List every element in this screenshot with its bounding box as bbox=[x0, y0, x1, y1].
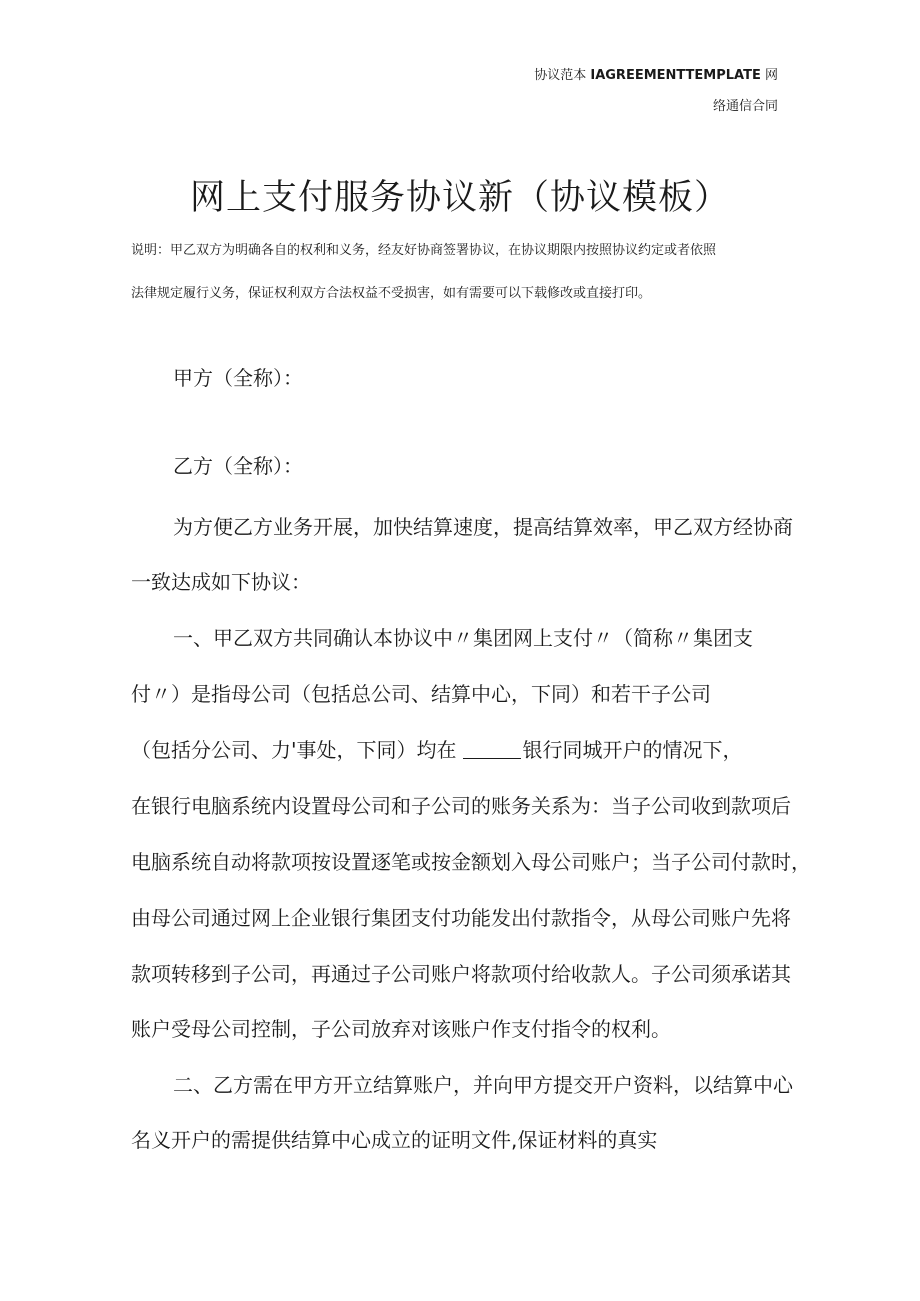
clause1-line-8: 账户受母公司控制，子公司放弃对该账户作支付指令的权利。 bbox=[131, 1017, 671, 1041]
note-line-1: 说明：甲乙双方为明确各自的权利和义务，经友好协商签署协议，在协议期限内按照协议约定或者依照 bbox=[131, 243, 717, 258]
intro-line-2: 一致达成如下协议： bbox=[131, 570, 311, 594]
clause1-line-6: 由母公司通过网上企业银行集团支付功能发出付款指令，从母公司账户先将 bbox=[131, 906, 791, 930]
intro-line-1: 为方便乙方业务开展，加快结算速度，提高结算效率，甲乙双方经协商 bbox=[173, 515, 793, 539]
header-suffix: 网 bbox=[760, 68, 778, 83]
header-prefix: 协议范本 bbox=[534, 68, 591, 83]
party-b-label: 乙方（全称）： bbox=[173, 454, 303, 478]
clause1-line-2: 付〃）是指母公司（包括总公司、结算中心，下同）和若干子公司 bbox=[131, 682, 711, 706]
clause1-line-1: 一、甲乙双方共同确认本协议中〃集团网上支付〃（简称〃集团支 bbox=[173, 626, 753, 650]
bank-name-blank[interactable] bbox=[463, 740, 521, 759]
page-title: 网上支付服务协议新（协议模板） bbox=[189, 178, 730, 218]
header-line-1 bbox=[534, 68, 778, 84]
clause1-line-3-post: 银行同城开户的情况下， bbox=[522, 738, 743, 762]
header-bold-text: IAGREEMENTTEMPLATE bbox=[590, 68, 761, 83]
clause1-line-3 bbox=[131, 736, 743, 764]
clause1-line-4: 在银行电脑系统内设置母公司和子公司的账务关系为：当子公司收到款项后 bbox=[131, 794, 791, 818]
clause2-line-1: 二、乙方需在甲方开立结算账户，并向甲方提交开户资料，以结算中心 bbox=[173, 1073, 793, 1097]
clause1-line-7: 款项转移到子公司，再通过子公司账户将款项付给收款人。子公司须承诺其 bbox=[131, 962, 791, 986]
clause1-line-5: 电脑系统自动将款项按设置逐笔或按金额划入母公司账户；当子公司付款时， bbox=[131, 850, 811, 874]
header-line-2: 络通信合同 bbox=[712, 99, 778, 114]
note-line-2: 法律规定履行义务，保证权利双方合法权益不受损害，如有需要可以下载修改或直接打印。 bbox=[131, 286, 652, 301]
party-a-label: 甲方（全称）： bbox=[173, 366, 303, 390]
clause2-line-2: 名义开户的需提供结算中心成立的证明文件,保证材料的真实 bbox=[131, 1128, 658, 1152]
clause1-line-3-pre: （包括分公司、力'事处，下同）均在 bbox=[131, 738, 457, 762]
